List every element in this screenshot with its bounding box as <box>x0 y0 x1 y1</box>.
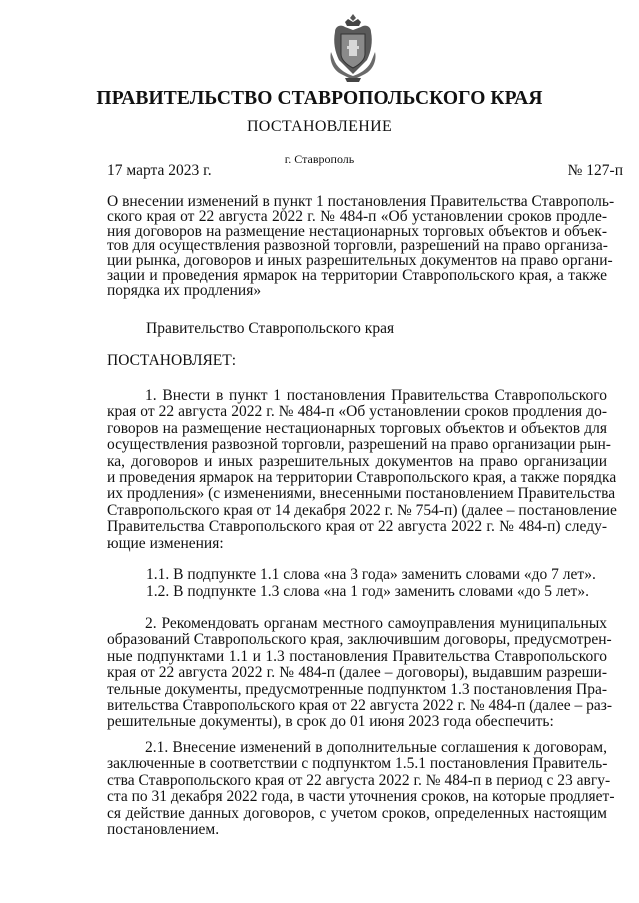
paragraph-line: ся действие данных договоров, с учетом сроков, определенных настоящим <box>107 804 607 822</box>
paragraph-line: ные подпунктами 1.1 и 1.3 постановления Правительства Ставропольского <box>107 647 607 665</box>
paragraph-line: образований Ставропольского края, заключившим договоры, предусмотрен- <box>107 631 612 649</box>
paragraph-2 <box>107 615 613 731</box>
decree-word: ПОСТАНОВЛЯЕТ: <box>107 352 237 369</box>
paragraph-line: 1. Внести в пункт 1 постановления Правительства Ставропольского <box>145 387 607 404</box>
paragraph-line: тельные документы, предусмотренные подпунктом 1.3 постановления Пра- <box>107 680 607 698</box>
document-type: ПОСТАНОВЛЕНИЕ <box>246 118 393 135</box>
paragraph-line: осуществления развозной торговли, разрешений на право организации рын- <box>107 436 611 454</box>
subitem-1-2: 1.2. В подпункте 1.3 слова «на 1 год» заменить словами «до 5 лет». <box>146 583 589 600</box>
coat-of-arms-emblem <box>327 12 379 84</box>
paragraph-line: 2. Рекомендовать органам местного самоуправления муниципальных <box>145 615 607 632</box>
paragraph-line: края от 22 августа 2022 г. № 484-п (далее – договоры), выдавшим разреши- <box>107 664 607 682</box>
paragraph-line: говоров на размещение нестационарных торговых объектов и объектов для <box>107 419 607 437</box>
paragraph-line: их продления» (с изменениями, внесенными постановлением Правительства <box>107 485 616 503</box>
subject-line: тов для осуществления развозной торговли, разрешений на право организа- <box>107 237 608 255</box>
paragraph-line: ства Ставропольского края от 22 августа 2022 г. № 484-п в период с 23 авгу- <box>107 771 611 789</box>
subitem-1-1: 1.1. В подпункте 1.1 слова «на 3 года» заменить словами «до 7 лет». <box>146 566 596 583</box>
paragraph-2-1 <box>107 739 615 838</box>
paragraph-line: и проведения ярмарок на территории Ставропольского края, а также порядка <box>107 468 617 486</box>
paragraph-line: края от 22 августа 2022 г. № 484-п «Об установлении сроков продления до- <box>107 403 607 421</box>
paragraph-line: ка, договоров и иных разрешительных документов на право организации <box>107 452 607 470</box>
subject-line: зации и проведения ярмарок на территории Ставропольского края, а также <box>107 266 607 284</box>
paragraph-line: постановлением. <box>107 820 220 838</box>
document-subject <box>107 193 615 299</box>
city: г. Ставрополь <box>284 152 355 166</box>
document-date: 17 марта 2023 г. <box>107 162 212 179</box>
paragraph-line: вительства Ставропольского края от 22 августа 2022 г. № 484-п (далее – раз- <box>107 696 613 714</box>
paragraph-line: 2.1. Внесение изменений в дополнительные соглашения к договорам, <box>145 739 607 756</box>
subject-line: О внесении изменений в пункт 1 постановления Правительства Ставрополь- <box>107 193 615 210</box>
paragraph-line: решительные документы), в срок до 01 июня 2023 года обеспечить: <box>107 713 554 731</box>
subject-line: ния договоров на размещение нестационарных торговых объектов и объек- <box>107 222 607 240</box>
paragraph-line: ющие изменения: <box>107 534 224 552</box>
subject-line: порядка их продления» <box>107 281 262 299</box>
paragraph-1 <box>107 387 617 552</box>
subject-line: ского края от 22 августа 2022 г. № 484-п «Об установлении сроков продле- <box>107 207 607 225</box>
paragraph-line: Правительства Ставропольского края от 22 августа 2022 г. № 484-п) следу- <box>107 518 607 536</box>
organization-title: ПРАВИТЕЛЬСТВО СТАВРОПОЛЬСКОГО КРАЯ <box>96 88 543 109</box>
paragraph-line: ста по 31 декабря 2022 года, в части уточнения сроков, на которые продляет- <box>107 788 615 806</box>
issuer: Правительство Ставропольского края <box>146 320 395 337</box>
paragraph-line: Ставропольского края от 14 декабря 2022 г. № 754-п) (далее – постановление <box>107 501 617 519</box>
subject-line: ции рынка, договоров и иных разрешительных документов на право органи- <box>107 252 613 270</box>
document-number: № 127-п <box>567 162 623 179</box>
paragraph-line: заключенные в соответствии с подпунктом 1.5.1 постановления Правитель- <box>107 755 608 773</box>
